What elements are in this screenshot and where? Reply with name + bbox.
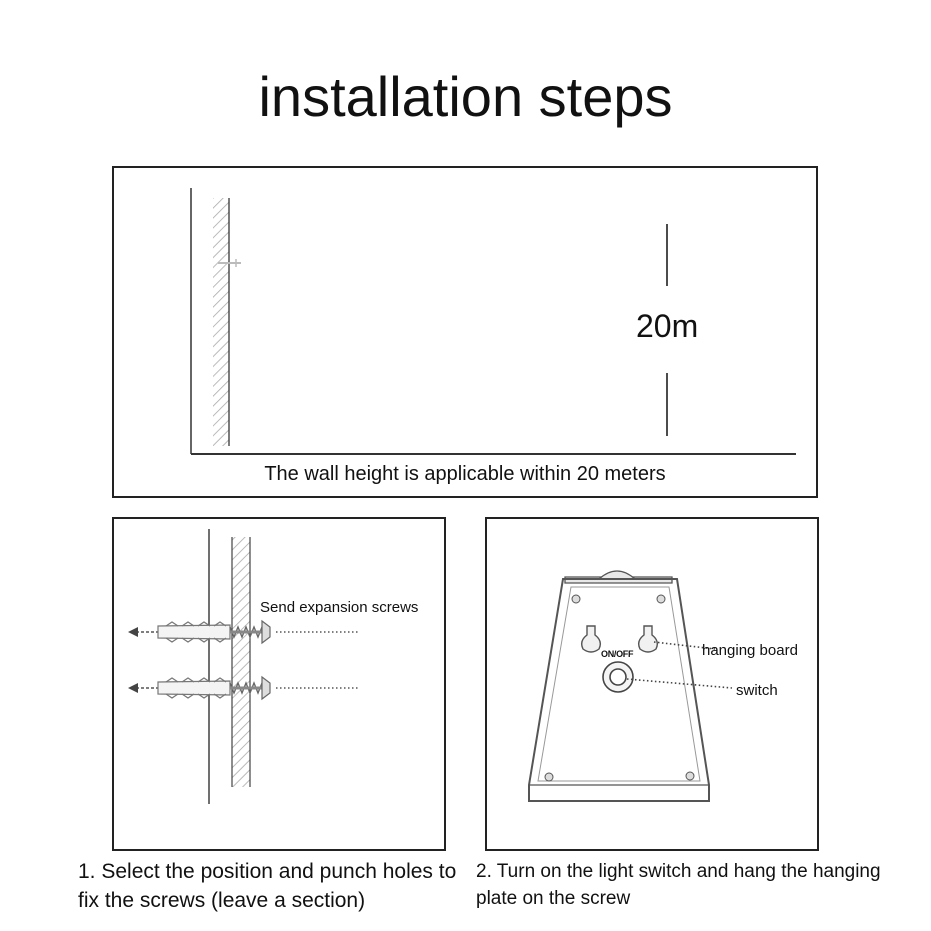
- expansion-screws-panel: [112, 517, 446, 851]
- arrow-head-top: [128, 627, 138, 637]
- corner-screw: [545, 773, 553, 781]
- wall-caption: The wall height is applicable within 20 meters: [264, 463, 666, 485]
- height-label: 20m: [636, 308, 699, 344]
- wall-hatching: [213, 198, 229, 446]
- expansion-screw-top: [158, 621, 270, 643]
- lamp-back-panel: [485, 517, 819, 851]
- expansion-screw-bottom: [158, 677, 270, 699]
- corner-screw: [686, 772, 694, 780]
- wall-hatching: [232, 537, 250, 787]
- expansion-screws-label: Send expansion screws: [260, 599, 419, 616]
- arrow-head-bottom: [128, 683, 138, 693]
- keyhole-right: [639, 626, 658, 652]
- hanging-board-label: hanging board: [702, 642, 798, 659]
- onoff-label: ON/OFF: [601, 649, 634, 659]
- corner-screw: [657, 595, 665, 603]
- step-1-text: 1. Select the position and punch holes to fix the screws (leave a section): [78, 860, 457, 912]
- keyhole-left: [582, 626, 601, 652]
- switch-leader: [627, 679, 732, 688]
- switch-label: switch: [736, 682, 778, 699]
- expansion-screws-diagram: [114, 519, 444, 849]
- wall-height-diagram: [114, 168, 816, 496]
- switch-button: [610, 669, 626, 685]
- step-2-text: 2. Turn on the light switch and hang the hanging plate on the screw: [476, 861, 881, 909]
- lamp-top-dome: [599, 571, 635, 579]
- page-title: installation steps: [258, 65, 673, 128]
- corner-screw: [572, 595, 580, 603]
- wall-height-panel: [112, 166, 818, 498]
